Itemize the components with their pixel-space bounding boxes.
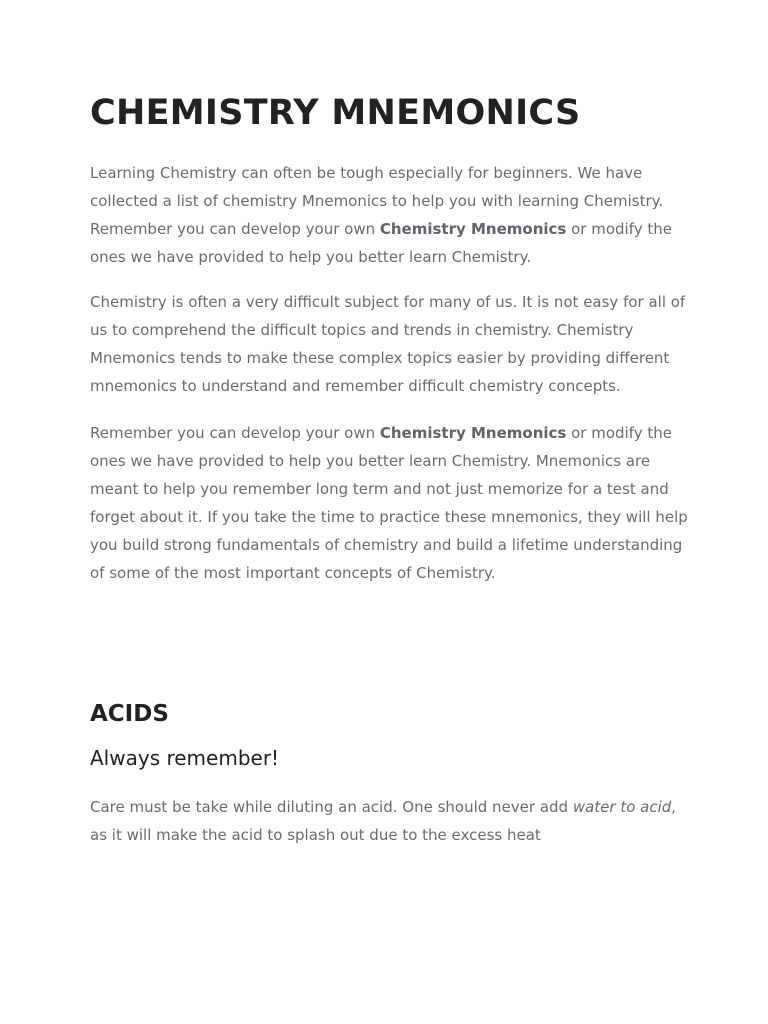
article-content — [90, 88, 690, 849]
intro-paragraph-1-bold: Chemistry Mnemonics — [379, 220, 567, 238]
acids-paragraph-emphasis: water to acid — [572, 798, 672, 816]
intro-paragraph-3-text-b: or modify the ones we have provided to help you better learn Chemistry. Mnemonics are meant to help you remember long term and not just memorize for a test and forget about it. If you take the time to practice these mnemonics, they will help you build strong fundamentals of chemistry and build a lifetime understanding of some of the most important concepts of Chemistry. — [90, 424, 688, 582]
acids-subheading: Always remember! — [90, 746, 280, 770]
intro-paragraph-3-bold: Chemistry Mnemonics — [379, 424, 567, 442]
intro-paragraph-3 — [90, 419, 690, 587]
acids-paragraph-text-b: , as it will make the acid to splash out due to the excess heat — [90, 798, 677, 844]
intro-paragraph-1-text-b: or modify the ones we have provided to help you better learn Chemistry. — [90, 220, 672, 266]
intro-paragraph-2: Chemistry is often a very difficult subject for many of us. It is not easy for all of us to comprehend the difficult topics and trends in chemistry. Chemistry Mnemonics tends to make these complex topics easier by providing different mnemonics to understand and remember difficult chemistry concepts. — [90, 293, 686, 395]
intro-paragraph-3-text-a: Remember you can develop your own — [90, 424, 380, 442]
intro-paragraph-1 — [90, 159, 690, 271]
intro-paragraph-1-text-a: Learning Chemistry can often be tough especially for beginners. We have collected a list of chemistry Mnemonics to help you with learning Chemistry. Remember you can develop your own — [90, 164, 664, 238]
acids-paragraph-text-a: Care must be take while diluting an acid. One should never add — [90, 798, 573, 816]
page-title: CHEMISTRY MNEMONICS — [90, 93, 581, 133]
acids-paragraph — [90, 793, 690, 849]
acids-heading: ACIDS — [90, 701, 169, 727]
